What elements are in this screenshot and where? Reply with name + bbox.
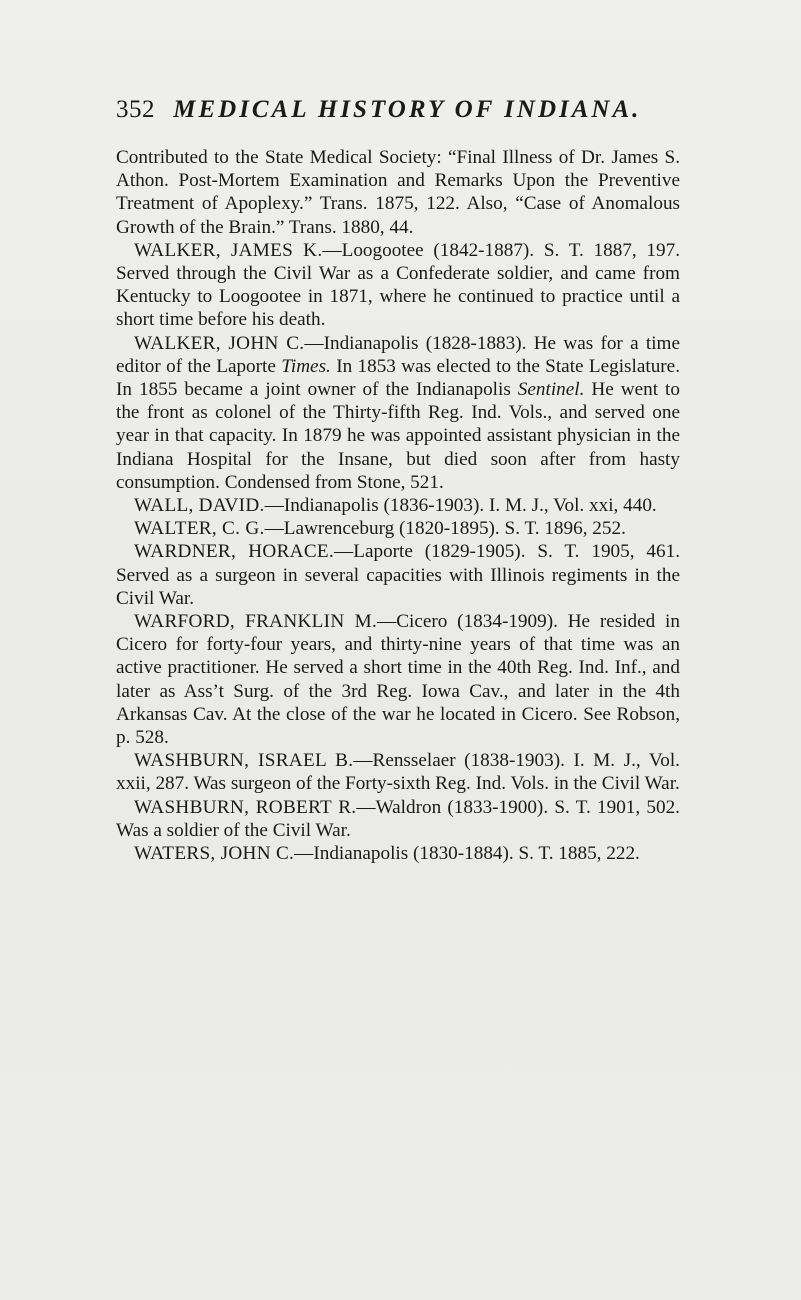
entry-wall-david	[116, 494, 680, 517]
entry-name: WALKER, JAMES K.	[134, 239, 323, 261]
entry-text: —Lawrenceburg (1820-1895). S. T. 1896, 252.	[264, 518, 626, 540]
newspaper-title-times: Times.	[281, 355, 331, 377]
entry-name: WASHBURN, ROBERT R.	[134, 796, 357, 818]
entry-text: —Waldron (1833-1900). S. T. 1901, 502. Was a soldier of the Civil War.	[116, 796, 680, 841]
entry-walker-james	[116, 239, 680, 332]
entry-text: —Loogootee (1842-1887). S. T. 1887, 197. Served through the Civil War as a Confederate soldier, and came from Kentucky to Loogootee in 1871, where he continued to practice until a short time before his death.	[116, 239, 680, 331]
entry-warford-franklin	[116, 610, 680, 749]
entry-text: —Laporte (1829-1905). S. T. 1905, 461. Served as a surgeon in several capacities with Illinois regiments in the Civil War.	[116, 541, 681, 609]
text-body	[116, 146, 680, 865]
entry-name: WALKER, JOHN C.	[134, 332, 305, 354]
running-head	[116, 94, 716, 126]
entry-wardner-horace	[116, 540, 680, 610]
entry-name: WARDNER, HORACE.	[134, 541, 335, 563]
intro-paragraph: Contributed to the State Medical Society: “Final Illness of Dr. James S. Athon. Post-Mortem Examination and Remarks Upon the Preventive Treatment of Apoplexy.” Trans. 1875, 122. Also, “Case of Anomalous Growth of the Brain.” Trans. 1880, 44.	[116, 147, 680, 238]
entry-name: WATERS, JOHN C.	[134, 843, 295, 865]
entry-name: WARFORD, FRANKLIN M.	[134, 611, 378, 633]
entry-name: WALL, DAVID.	[134, 495, 265, 517]
page-number: 352	[116, 96, 155, 123]
running-title: MEDICAL HISTORY OF INDIANA.	[173, 96, 642, 123]
entry-text: —Indianapolis (1836-1903). I. M. J., Vol. xxi, 440.	[264, 495, 657, 517]
entry-text: —Indianapolis (1830-1884). S. T. 1885, 222.	[294, 843, 640, 865]
entry-walker-john	[116, 332, 680, 494]
entry-name: WALTER, C. G.	[134, 518, 265, 540]
entry-walter-cg	[116, 517, 680, 540]
entry-washburn-robert	[116, 796, 680, 842]
entry-text: He went to the front as colonel of the Thirty-fifth Reg. Ind. Vols., and served one year in that capacity. In 1879 he was appointed assistant physician in the Indiana Hospital for the Insane, but died soon after from hasty consumption. Condensed from Stone, 521.	[116, 379, 680, 493]
entry-washburn-israel	[116, 749, 680, 795]
entry-text: —Rensselaer (1838-1903). I. M. J., Vol. xxii, 287. Was surgeon of the Forty-sixth Reg. Ind. Vols. in the Civil War.	[116, 750, 680, 795]
entry-text: —Indianapolis (1828-1883). He was for a time editor of the Laporte	[116, 332, 680, 377]
entry-waters-john	[116, 842, 680, 865]
newspaper-title-sentinel: Sentinel.	[517, 379, 585, 401]
entry-text: In 1853 was elected to the State Legislature. In 1855 became a joint owner of the Indianapolis	[116, 355, 680, 401]
entry-text: —Cicero (1834-1909). He resided in Cicero for forty-four years, and thirty-nine years of that time was an active practitioner. He served a short time in the 40th Reg. Ind. Inf., and later as Ass’t Surg. of the 3rd Reg. Iowa Cav., and later in the 4th Arkansas Cav. At the close of the war he located in Cicero. See Robson, p. 528.	[116, 611, 680, 749]
entry-name: WASHBURN, ISRAEL B.	[134, 750, 354, 772]
